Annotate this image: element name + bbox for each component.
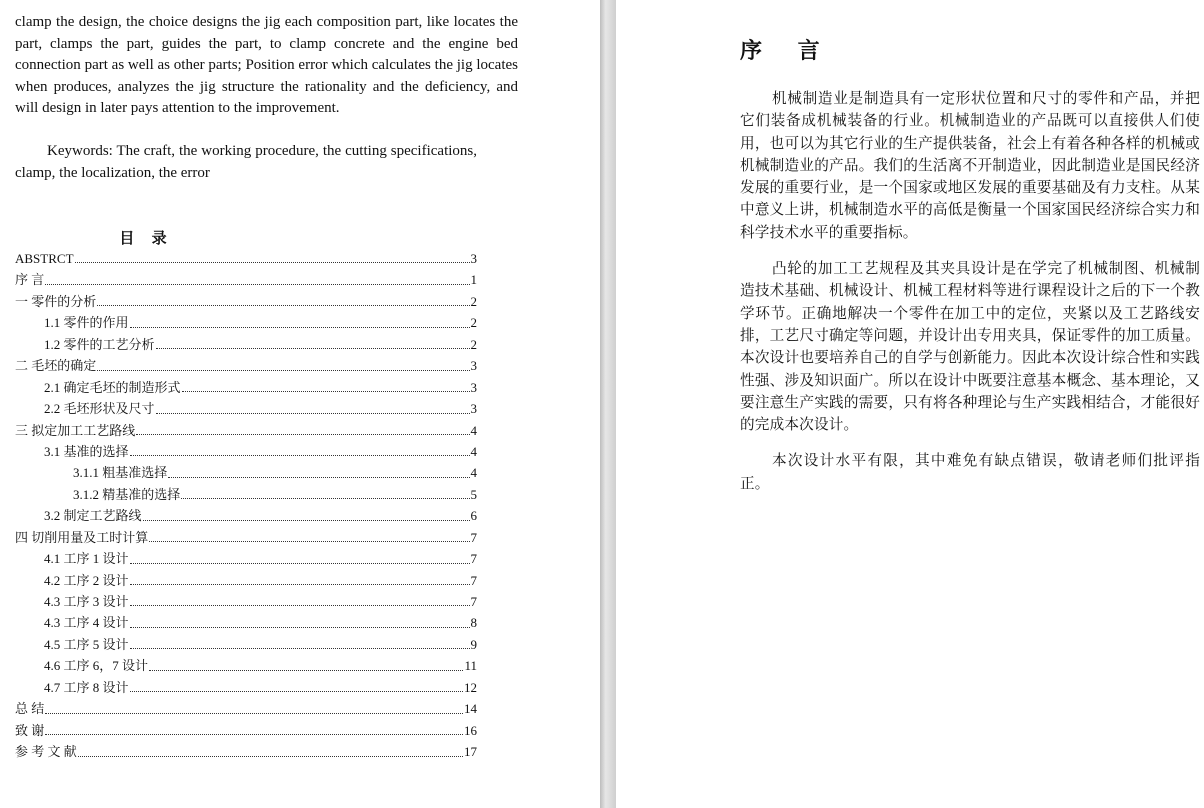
- toc-entry[interactable]: [15, 720, 477, 741]
- toc-entry-label: 3.1 基准的选择: [44, 443, 129, 459]
- toc-entry[interactable]: [15, 655, 477, 676]
- toc-entry[interactable]: [15, 269, 477, 290]
- toc-entry[interactable]: [15, 634, 477, 655]
- toc-leader-dots: [181, 498, 469, 499]
- toc-entry-label: 4.2 工序 2 设计: [44, 572, 129, 588]
- abstract-text: clamp the design, the choice designs the jig each composition part, like locates the part, clamps the part, guides the part, to clamp concrete and the engine bed connection part as well as other parts; Position error which calculates the jig locates when produces, analyzes the jig structure the rationality and the deficiency, and will design in later pays attention to the improvement.: [15, 14, 518, 117]
- table-of-contents: [15, 248, 477, 763]
- toc-entry[interactable]: [15, 741, 477, 762]
- toc-entry[interactable]: [15, 398, 477, 419]
- toc-entry[interactable]: [15, 548, 477, 569]
- toc-entry-page: 4: [470, 443, 477, 459]
- toc-leader-dots: [45, 713, 463, 714]
- toc-leader-dots: [149, 541, 469, 542]
- toc-entry-label: 4.3 工序 3 设计: [44, 594, 129, 609]
- toc-entry[interactable]: [15, 677, 477, 698]
- toc-entry[interactable]: [15, 291, 477, 312]
- toc-leader-dots: [149, 670, 463, 671]
- toc-leader-dots: [97, 305, 469, 306]
- toc-entry[interactable]: [15, 527, 477, 548]
- keywords-text: Keywords: The craft, the working procedure, the cutting specifications, clamp, the localization, the error: [15, 143, 477, 181]
- toc-entry-label: 致 谢: [15, 722, 45, 738]
- toc-entry-label: ABSTRCT: [15, 251, 74, 266]
- toc-entry-label: 2.1 确定毛坯的制造形式: [44, 379, 181, 395]
- page-gutter-divider: [600, 0, 616, 808]
- left-page: [0, 0, 600, 808]
- toc-entry-label: 二 毛坯的确定: [15, 358, 97, 374]
- toc-leader-dots: [182, 391, 470, 392]
- toc-entry[interactable]: [15, 377, 477, 398]
- toc-leader-dots: [45, 734, 463, 735]
- toc-entry[interactable]: [15, 505, 477, 526]
- preface-paragraph: 本次设计水平有限，其中难免有缺点错误，敬请老师们批评指正。: [740, 452, 1200, 492]
- toc-entry-label: 3.1.1 粗基准选择: [73, 465, 168, 481]
- toc-leader-dots: [130, 563, 470, 564]
- toc-entry-page: 7: [470, 594, 477, 609]
- toc-entry[interactable]: [15, 698, 477, 719]
- toc-entry-label: 序 言: [15, 272, 45, 288]
- toc-leader-dots: [45, 284, 469, 285]
- toc-entry[interactable]: [15, 355, 477, 376]
- toc-leader-dots: [75, 262, 470, 263]
- toc-entry-label: 4.3 工序 4 设计: [44, 615, 129, 631]
- preface-paragraph: 凸轮的加工工艺规程及其夹具设计是在学完了机械制图、机械制造技术基础、机械设计、机械工程材料等进行课程设计之后的下一个教学环节。正确地解决一个零件在加工中的定位，夹紧以及工艺路线安排，工艺尺寸确定等问题，并设计出专用夹具，保证零件的加工质量。本次设计也要培养自己的自学与创新能力。因此本次设计综合性和实践性强、涉及知识面广。所以在设计中既要注意基本概念、基本理论，又要注意生产实践的需要，只有将各种理论与生产实践相结合，才能很好的完成本次设计。: [740, 260, 1200, 434]
- toc-entry-page: 5: [470, 486, 477, 502]
- preface-paragraph: 机械制造业是制造具有一定形状位置和尺寸的零件和产品，并把它们装备成机械装备的行业。机械制造业的产品既可以直接供人们使用，也可以为其它行业的生产提供装备，社会上有着各种各样的机械或机械制造业的产品。我们的生活离不开制造业，因此制造业是国民经济发展的重要行业，是一个国家或地区发展的重要基础及有力支柱。从某中意义上讲，机械制造水平的高低是衡量一个国家国民经济综合实力和科学技术水平的重要指标。: [740, 90, 1200, 241]
- toc-entry[interactable]: [15, 591, 477, 612]
- toc-entry-page: 16: [464, 722, 477, 738]
- toc-entry-label: 1.1 零件的作用: [44, 315, 129, 331]
- toc-entry-page: 11: [464, 658, 477, 674]
- toc-entry-label: 3.1.2 精基准的选择: [73, 486, 181, 502]
- toc-entry-label: 2.2 毛坯形状及尺寸: [44, 401, 155, 417]
- toc-entry-label: 4.5 工序 5 设计: [44, 636, 129, 652]
- toc-entry[interactable]: [15, 484, 477, 505]
- toc-leader-dots: [168, 477, 469, 478]
- toc-entry-page: 9: [470, 636, 477, 652]
- toc-leader-dots: [130, 455, 470, 456]
- toc-entry-page: 2: [470, 293, 477, 309]
- toc-leader-dots: [136, 434, 469, 435]
- toc-leader-dots: [130, 648, 470, 649]
- toc-leader-dots: [130, 627, 470, 628]
- toc-entry-label: 一 零件的分析: [15, 293, 97, 309]
- toc-entry[interactable]: [15, 612, 477, 633]
- toc-entry-page: 7: [470, 529, 477, 545]
- toc-leader-dots: [97, 370, 469, 371]
- toc-entry-label: 4.6 工序 6，7 设计: [44, 658, 149, 674]
- preface-body: [740, 88, 1200, 509]
- toc-entry-page: 3: [470, 379, 477, 395]
- toc-entry-page: 17: [464, 744, 477, 760]
- toc-entry-page: 6: [470, 508, 477, 524]
- toc-entry-page: 3: [470, 401, 477, 417]
- toc-entry[interactable]: [15, 570, 477, 591]
- toc-entry-page: 3: [470, 251, 477, 266]
- toc-entry-page: 2: [470, 336, 477, 352]
- toc-leader-dots: [143, 520, 470, 521]
- toc-entry-label: 四 切削用量及工时计算: [15, 529, 149, 545]
- toc-leader-dots: [130, 584, 470, 585]
- toc-entry-page: 4: [470, 465, 477, 481]
- toc-entry-page: 8: [470, 615, 477, 631]
- toc-entry-label: 1.2 零件的工艺分析: [44, 336, 155, 352]
- toc-entry-page: 1: [470, 272, 477, 288]
- toc-entry[interactable]: [15, 334, 477, 355]
- toc-leader-dots: [156, 413, 470, 414]
- toc-entry-page: 7: [470, 572, 477, 588]
- toc-entry-page: 7: [470, 551, 477, 567]
- toc-leader-dots: [130, 327, 470, 328]
- toc-entry-page: 3: [470, 358, 477, 374]
- toc-leader-dots: [130, 605, 470, 606]
- toc-entry-label: 3.2 制定工艺路线: [44, 508, 142, 524]
- toc-title: 目 录: [119, 229, 173, 247]
- toc-entry-page: 12: [464, 679, 477, 695]
- toc-entry[interactable]: [15, 462, 477, 483]
- toc-entry[interactable]: [15, 441, 477, 462]
- toc-entry-label: 参 考 文 献: [15, 744, 77, 760]
- toc-leader-dots: [130, 691, 463, 692]
- toc-entry-page: 2: [470, 315, 477, 331]
- preface-title: 序 言: [740, 39, 834, 64]
- toc-entry[interactable]: [15, 420, 477, 441]
- toc-entry-label: 三 拟定加工工艺路线: [15, 422, 136, 438]
- toc-leader-dots: [78, 756, 463, 757]
- toc-entry-label: 总 结: [15, 701, 45, 717]
- toc-entry[interactable]: [15, 248, 477, 269]
- toc-entry[interactable]: [15, 312, 477, 333]
- toc-entry-page: 4: [470, 422, 477, 438]
- toc-leader-dots: [156, 348, 470, 349]
- toc-entry-label: 4.1 工序 1 设计: [44, 551, 129, 567]
- toc-entry-label: 4.7 工序 8 设计: [44, 679, 129, 695]
- right-page: [616, 0, 1204, 808]
- toc-entry-page: 14: [464, 701, 477, 717]
